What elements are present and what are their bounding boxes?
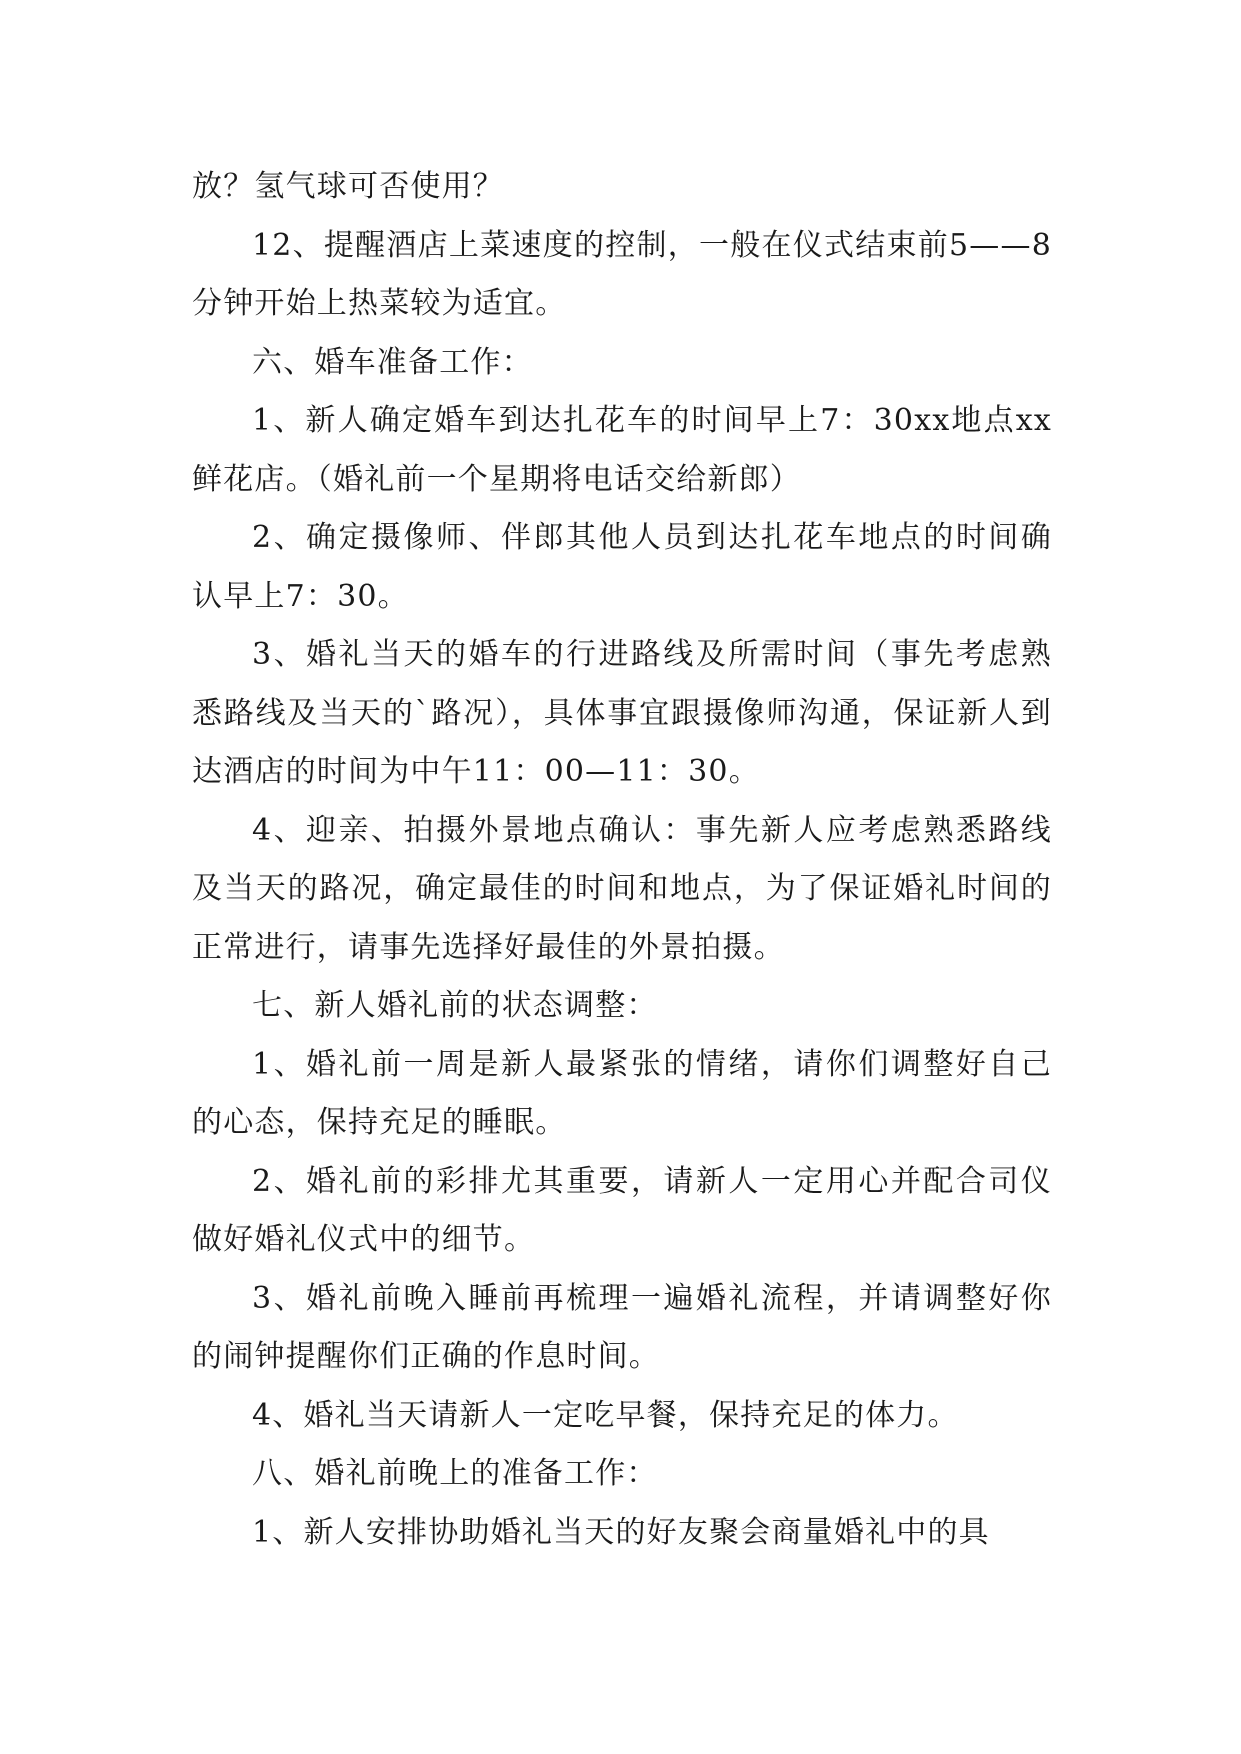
paragraph-car-item-2: 2、确定摄像师、伴郎其他人员到达扎花车地点的时间确认早上7：30。 — [192, 520, 1052, 614]
section-heading-wedding-car: 六、婚车准备工作： — [252, 344, 533, 380]
paragraph-item-12-serving-speed: 12、提醒酒店上菜速度的控制，一般在仪式结束前5——8分钟开始上热菜较为适宜。 — [192, 227, 1052, 321]
section-heading-state-adjustment: 七、新人婚礼前的状态调整： — [252, 988, 658, 1023]
document-body — [192, 158, 1052, 1562]
section-heading-night-before: 八、婚礼前晚上的准备工作： — [252, 1456, 658, 1491]
paragraph-continuation: 放？氢气球可否使用？ — [192, 169, 504, 204]
paragraph-state-item-4: 4、婚礼当天请新人一定吃早餐，保持充足的体力。 — [252, 1397, 959, 1433]
paragraph-car-item-1: 1、新人确定婚车到达扎花车的时间早上7：30xx地点xx鲜花店。（婚礼前一个星期将电话交给新郎） — [192, 403, 1052, 497]
paragraph-car-item-3: 3、婚礼当天的婚车的行进路线及所需时间（事先考虑熟悉路线及当天的`路况），具体事宜跟摄像师沟通，保证新人到达酒店的时间为中午11：00—11：30。 — [192, 637, 1052, 789]
paragraph-state-item-2: 2、婚礼前的彩排尤其重要，请新人一定用心并配合司仪做好婚礼仪式中的细节。 — [192, 1163, 1052, 1257]
paragraph-state-item-1: 1、婚礼前一周是新人最紧张的情绪，请你们调整好自己的心态，保持充足的睡眠。 — [192, 1046, 1052, 1140]
paragraph-state-item-3: 3、婚礼前晚入睡前再梳理一遍婚礼流程，并请调整好你的闹钟提醒你们正确的作息时间。 — [192, 1280, 1052, 1374]
paragraph-car-item-4: 4、迎亲、拍摄外景地点确认：事先新人应考虑熟悉路线及当天的路况，确定最佳的时间和地点，为了保证婚礼时间的正常进行，请事先选择好最佳的外景拍摄。 — [192, 812, 1052, 965]
paragraph-night-item-1: 1、新人安排协助婚礼当天的好友聚会商量婚礼中的具 — [252, 1514, 990, 1550]
